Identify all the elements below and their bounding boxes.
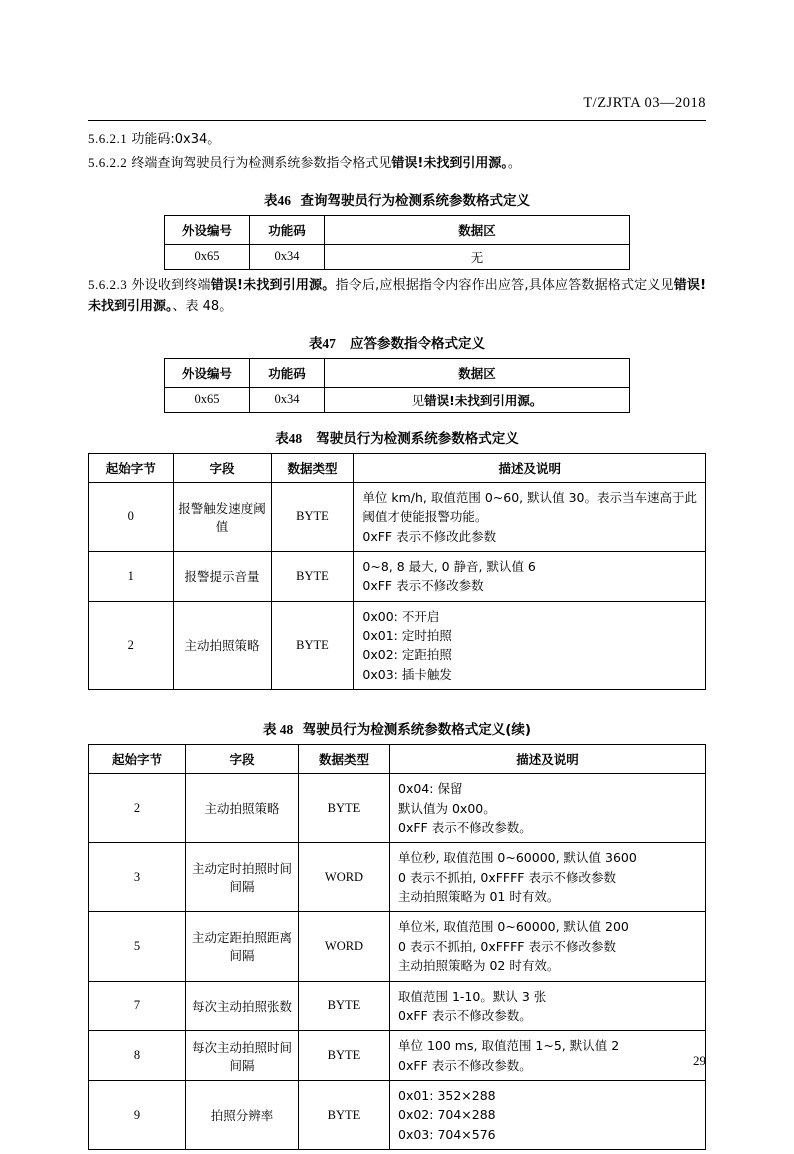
table48-cont-cell-desc (390, 843, 706, 912)
table-row (165, 244, 630, 269)
table48-cont-cell-desc (390, 981, 706, 1031)
table-row (89, 843, 706, 912)
desc-line: 单位米, 取值范围 0~60000, 默认值 200 (398, 919, 629, 935)
table48-cont-cell-field: 每次主动拍照时间间隔 (186, 1031, 299, 1081)
table47-cell-data (325, 387, 630, 412)
clause-number: 5.6.2.2 (88, 155, 128, 171)
table47-data-prefix: 见 (411, 392, 425, 408)
table48-cell-start: 1 (89, 551, 174, 601)
clause-text: 功能码:0x34。 (131, 132, 221, 147)
table48-cont-cell-field: 拍照分辨率 (186, 1081, 299, 1150)
desc-line: 0x03: 插卡触发 (362, 666, 452, 682)
table47-cell-device: 0x65 (165, 387, 250, 412)
table48-cont-cell-desc (390, 774, 706, 843)
table48-caption (88, 427, 706, 447)
table-row (89, 1081, 706, 1150)
spacer (88, 694, 706, 704)
table48-cont-cell-start: 2 (89, 774, 186, 843)
table46-caption-number: 表46 (264, 192, 292, 208)
table48-cont-header-type: 数据类型 (299, 745, 390, 774)
clause-text-after: 。 (507, 156, 521, 172)
desc-line: 单位 km/h, 取值范围 0~60, 默认值 30。表示当车速高于此 (362, 489, 697, 505)
table-row (89, 601, 706, 690)
table48-cont-cell-type: WORD (299, 912, 390, 981)
desc-line: 0x01: 定时拍照 (362, 628, 452, 643)
table48-cell-type: BYTE (271, 482, 354, 551)
table48-header-start-byte: 起始字节 (89, 453, 174, 482)
table48-cont-cell-type: BYTE (299, 774, 390, 843)
desc-line: 0xFF 表示不修改参数。 (398, 1007, 532, 1023)
desc-line: 0x02: 704×288 (398, 1107, 496, 1123)
table48-cont-header-field: 字段 (186, 745, 299, 774)
desc-line: 0 表示不抓拍, 0xFFFF 表示不修改参数 (398, 869, 616, 885)
table47-caption-number: 表47 (308, 335, 336, 351)
error-reference-2: 错误!未找到引用源。 (88, 277, 706, 315)
error-reference: 错误!未找到引用源。 (424, 392, 543, 408)
desc-line: 0 表示不抓拍, 0xFFFF 表示不修改参数 (398, 938, 616, 954)
table48-cont-header-row (89, 745, 706, 774)
table46-header-row (165, 215, 630, 244)
table48-cont-cell-type: BYTE (299, 981, 390, 1031)
table46-caption-text: 查询驾驶员行为检测系统参数格式定义 (300, 192, 530, 209)
desc-line: 0x00: 不开启 (362, 608, 440, 624)
table46-cell-data: 无 (325, 244, 630, 269)
table-row (89, 551, 706, 601)
table48-cell-field: 主动拍照策略 (173, 601, 271, 690)
table47-header-data: 数据区 (325, 358, 630, 387)
table48-cont-header-start-byte: 起始字节 (89, 745, 186, 774)
table48-cont-cell-desc (390, 1031, 706, 1081)
clause-text-after: 、表 48。 (172, 299, 233, 315)
error-reference: 错误!未找到引用源。 (391, 156, 508, 172)
table48-cont-cell-start: 7 (89, 981, 186, 1031)
header-standard-code: T/ZJRTA 03—2018 (583, 95, 706, 111)
table48-cont-cell-desc (390, 912, 706, 981)
desc-line: 0x02: 定距拍照 (362, 647, 452, 663)
table48-cont-cell-start: 5 (89, 912, 186, 981)
table47-header-row (165, 358, 630, 387)
table48-cell-type: BYTE (271, 601, 354, 690)
clause-5-6-2-3 (88, 274, 706, 318)
table48-cont-cell-type: WORD (299, 843, 390, 912)
page-number: 29 (693, 1053, 706, 1068)
table47-caption-text: 应答参数指令格式定义 (350, 335, 486, 352)
desc-line: 默认值为 0x00。 (398, 800, 496, 816)
table48-caption-number: 表48 (275, 430, 303, 446)
table48-cont-caption (88, 718, 706, 738)
header-divider (88, 120, 706, 121)
table46-cell-function: 0x34 (250, 244, 325, 269)
table48-cont-cell-field: 主动定时拍照时间间隔 (186, 843, 299, 912)
error-reference-1: 错误!未找到引用源。 (210, 277, 336, 293)
clause-text-mid: 指令后,应根据指令内容作出应答,具体应答数据格式定义见 (335, 277, 674, 293)
table48-cont-cell-type: BYTE (299, 1031, 390, 1081)
table48-cell-desc (354, 601, 706, 690)
desc-line: 取值范围 1-10。默认 3 张 (398, 988, 547, 1004)
table47-cell-function: 0x34 (250, 387, 325, 412)
table48-cell-desc (354, 551, 706, 601)
table48-cont-cell-desc (390, 1081, 706, 1150)
table47-caption (88, 332, 706, 352)
table48-cont-cell-field: 主动拍照策略 (186, 774, 299, 843)
desc-line: 0xFF 表示不修改参数。 (398, 819, 532, 835)
table46-cell-device: 0x65 (165, 244, 250, 269)
table48-cont-cell-start: 3 (89, 843, 186, 912)
page-content (88, 128, 706, 1154)
table46-header-function: 功能码 (250, 215, 325, 244)
clause-number: 5.6.2.3 (88, 276, 128, 292)
table-row (89, 482, 706, 551)
desc-line: 主动拍照策略为 01 时有效。 (398, 889, 560, 904)
desc-line: 0~8, 8 最大, 0 静音, 默认值 6 (362, 558, 536, 574)
clause-number: 5.6.2.1 (88, 131, 128, 146)
table47-header-device: 外设编号 (165, 358, 250, 387)
table46 (164, 215, 630, 270)
table-row (89, 774, 706, 843)
desc-line: 0xFF 表示不修改参数 (362, 578, 484, 594)
table46-header-device: 外设编号 (165, 215, 250, 244)
table48-cont-header-description: 描述及说明 (390, 745, 706, 774)
table-row (89, 912, 706, 981)
desc-line: 0xFF 表示不修改此参数 (362, 528, 497, 544)
table48-header-type: 数据类型 (271, 453, 354, 482)
table47 (164, 358, 630, 413)
table-row (89, 981, 706, 1031)
desc-line: 单位秒, 取值范围 0~60000, 默认值 3600 (398, 850, 637, 866)
desc-line: 0x04: 保留 (398, 781, 463, 797)
table46-caption (88, 189, 706, 209)
table48-cont-cell-start: 9 (89, 1081, 186, 1150)
table47-header-function: 功能码 (250, 358, 325, 387)
clause-text-before: 外设收到终端 (131, 277, 211, 293)
table48-continued (88, 744, 706, 1150)
desc-line: 0x03: 704×576 (398, 1126, 496, 1142)
table48 (88, 453, 706, 690)
table48-cont-cell-field: 主动定距拍照距离间隔 (186, 912, 299, 981)
desc-line: 0x01: 352×288 (398, 1088, 496, 1103)
table48-cell-desc (354, 482, 706, 551)
table-row (165, 387, 630, 412)
table48-cell-field: 报警提示音量 (173, 551, 271, 601)
clause-text-before: 终端查询驾驶员行为检测系统参数指令格式见 (131, 156, 392, 172)
table48-cont-cell-type: BYTE (299, 1081, 390, 1150)
clause-5-6-2-2 (88, 152, 706, 174)
table-row (89, 1031, 706, 1081)
desc-line: 单位 100 ms, 取值范围 1~5, 默认值 2 (398, 1038, 620, 1054)
table48-header-description: 描述及说明 (354, 453, 706, 482)
table48-caption-text: 驾驶员行为检测系统参数格式定义 (316, 430, 519, 447)
table48-cont-caption-text: 驾驶员行为检测系统参数格式定义(续) (302, 722, 532, 739)
table48-cont-caption-number: 表 48 (262, 722, 294, 738)
table48-cont-cell-start: 8 (89, 1031, 186, 1081)
table48-cont-cell-field: 每次主动拍照张数 (186, 981, 299, 1031)
table46-header-data: 数据区 (325, 215, 630, 244)
desc-line: 0xFF 表示不修改参数。 (398, 1057, 532, 1073)
desc-line: 阈值才使能报警功能。 (362, 509, 488, 525)
clause-5-6-2-1 (88, 128, 706, 150)
table48-cell-start: 0 (89, 482, 174, 551)
table48-cell-start: 2 (89, 601, 174, 690)
table48-header-row (89, 453, 706, 482)
table48-cell-field: 报警触发速度阈值 (173, 482, 271, 551)
table48-cell-type: BYTE (271, 551, 354, 601)
table48-header-field: 字段 (173, 453, 271, 482)
desc-line: 主动拍照策略为 02 时有效。 (398, 958, 560, 974)
